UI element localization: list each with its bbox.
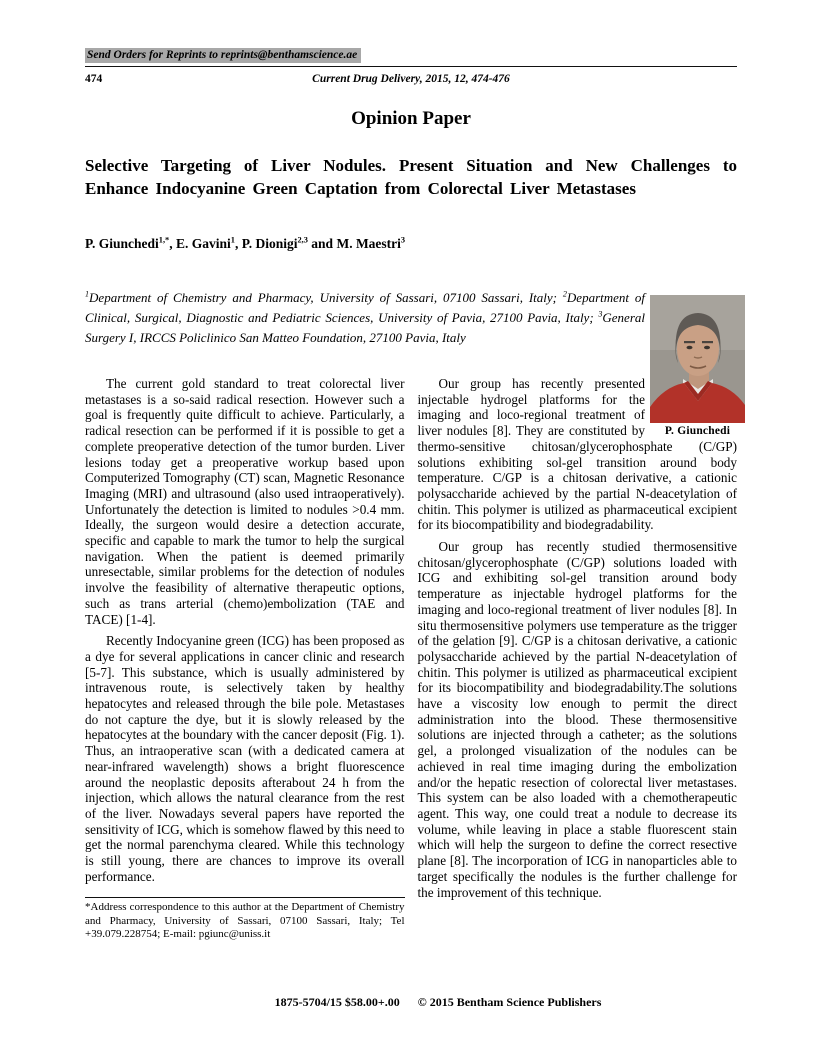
footer-issn-price: 1875-5704/15 $58.00+.00 [274, 995, 400, 1009]
body-left-column [85, 376, 405, 942]
page-number: 474 [85, 73, 103, 85]
body-right-column [418, 376, 738, 942]
author-photo [650, 295, 745, 437]
reprint-notice: Send Orders for Reprints to reprints@benthamscience.ae [85, 48, 361, 63]
article-title: Selective Targeting of Liver Nodules. Present Situation and New Challenges to Enhance Indocyanine Green Captation from Colorectal Liver Metastases [85, 156, 737, 198]
journal-line [85, 73, 737, 88]
header [85, 45, 737, 130]
affiliations: $^1$Department of Chemistry and Pharmacy, University of Sassari, 07100 Sassari, Italy; $^2$Department of Clinical, Surgical, Diagnostic and Pediatric Sciences, University of Pavia, 27100 Pavia, Italy; $^3$General Surgery I, IRCCS Policlinico San Matteo Foundation, 27100 Pavia, Italy [85, 289, 646, 345]
article-body [85, 376, 737, 942]
paragraph-left-2: Recently Indocyanine green (ICG) has been proposed as a dye for several applications in cancer clinic and research [5-7]. This substance, which is usually administered by intravenous route, is selectively taken by healthy hepatocytes and released through the bile pole. Metastases do not capture the dye, but it is slowly released by the hepatocytes at the boundary with the cancer deposit (Fig. 1). Thus, an intraoperative scan (with a dedicated camera at near-infrared wavelength) shows a bright fluorescence around the neoplastic deposits afterabout 24 h from the injection, which allows the natural clearance from the rest of the liver. Nowadays several papers have reported the sensitivity of ICG, which is somehow flawed by this need to get the normal parenchyma cleared. While this technology is still young, there are chances to improve its overall performance. [85, 633, 405, 884]
correspondence-footnote: *Address correspondence to this author at the Department of Chemistry and Pharmacy, University of Sassari, 07100 Sassari, Italy; Tel +39.079.228754; E-mail: pgiunc@uniss.it [85, 901, 405, 941]
author-photo-caption: P. Giunchedi [664, 425, 731, 437]
header-rule [85, 66, 737, 67]
journal-citation: Current Drug Delivery, 2015, 12, 474-476 [312, 73, 510, 85]
footer-copyright: © 2015 Bentham Science Publishers [417, 995, 602, 1009]
paragraph-right-1: Our group has recently presented injectable hydrogel platforms for the imaging and loco-regional treatment of liver nodules [8]. They are constituted by thermo-sensitive chitosan/glycerophosphate (C/GP) solutions exhibiting sol-gel transition around body temperature. C/GP is a chitosan derivative, a cationic polysaccharide achieved by the partial N-deacetylation of chitin. This polymer is utilized as pharmaceutical excipient for its biocompatibility and biodegradability. [417, 376, 737, 533]
article-type-heading: Opinion Paper [351, 108, 471, 129]
authors-line: P. Giunchedi$^{1,*}$, E. Gavini$^1$, P. Dionigi$^{2,3}$ and M. Maestri$^3$ [85, 235, 406, 251]
footnote-rule [85, 897, 405, 898]
correspondence-block [85, 897, 405, 942]
author-portrait-image [650, 295, 745, 423]
footer [0, 995, 816, 1010]
paragraph-left-1: The current gold standard to treat colorectal liver metastases is a so-said radical resection. However such a goal is frequently quite difficult to achieve. Particularly, a radical resection can be performed if it is possible to get a complete preoperative detection of the tumor burden. Liver lesions today get a preoperative workup based upon Computerized Tomography (CT) scan, Magnetic Resonance Imaging (MRI) and ultrasound (also used intraoperatively). Unfortunately the detection is limited to nodules >0.4 mm. Ideally, the surgeon would desire a detection accurate, specific and capable to mark the tumor to help the surgical navigation. When the patient is deemed primarily unresectable, similar problems for the detection of nodules involve the feasibility of alternative therapeutic options, such as trans arterial (chemo)embolization (TAE and TACE) [1-4]. [85, 376, 405, 627]
paragraph-right-2: Our group has recently studied thermosensitive chitosan/glycerophosphate (C/GP) solutions loaded with ICG and exhibiting sol-gel transition around body temperature as injectable hydrogel platforms for the imaging and loco-regional treatment of liver nodules [8]. In situ thermosensitive polymers use temperature as the trigger of the gelation [9]. C/GP is a chitosan derivative, a cationic polysaccharide achieved by the partial N-deacetylation of chitin. This polymer is utilized as pharmaceutical excipient for its biocompatibility and biodegradability.The solutions have a viscosity low enough to permit the direct administration into the blood. These thermosensitive solutions are injected through a catheter; as the solutions gel, a prolonged visualization of the nodules can be achieved in real time imaging during the embolization and/or the hepatic resection of colorectal liver metastases. This system can be also loaded with a chemotherapeutic agent. This way, one could treat a nodule to decrease its volume, while leaving in place a stable fluorescent stain which will help the surgeon to define the correct resective plane [8]. The incorporation of ICG in nanoparticles able to target specifically the nodules is the further challenge for the improvement of this technique. [417, 539, 737, 900]
